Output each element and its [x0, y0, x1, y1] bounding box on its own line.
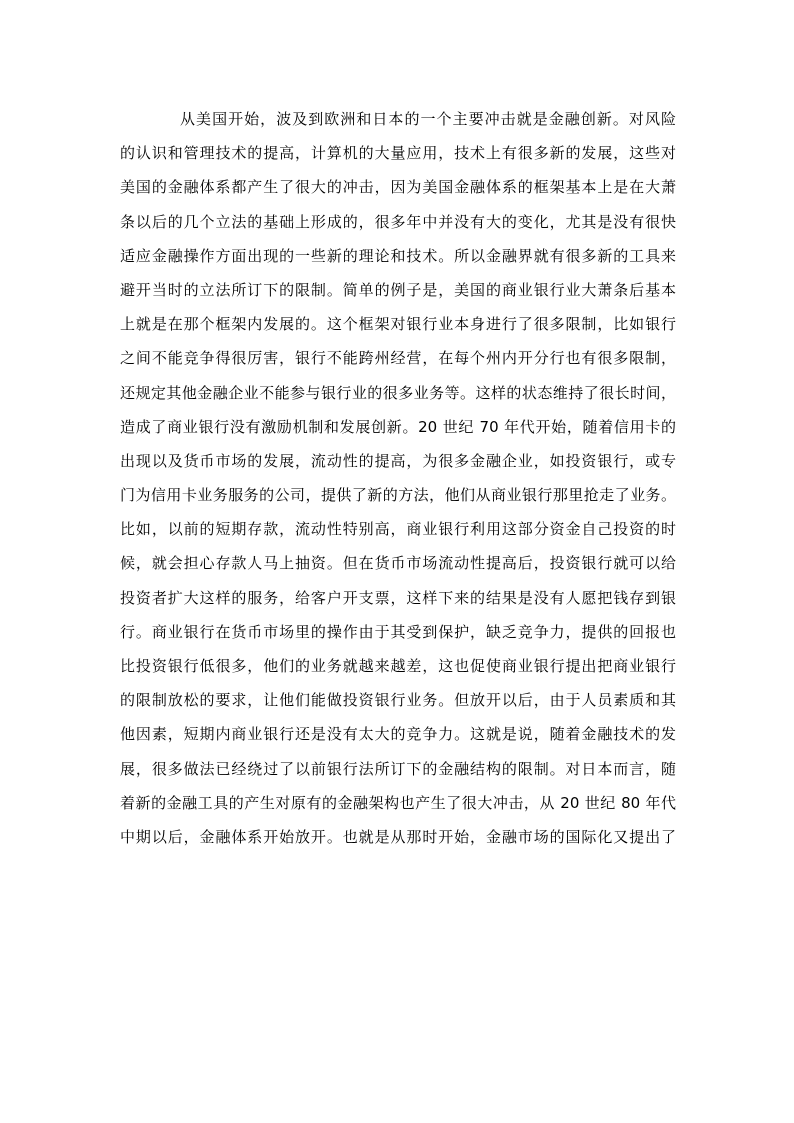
paragraph-line: 条以后的几个立法的基础上形成的，很多年中并没有大的变化，尤其是没有很快: [120, 212, 676, 231]
paragraph-line: 门为信用卡业务服务的公司，提供了新的方法，他们从商业银行那里抢走了业务。: [120, 486, 676, 505]
paragraph-line: 避开当时的立法所订下的限制。简单的例子是，美国的商业银行业大萧条后基本: [120, 280, 676, 299]
paragraph-line: 中期以后，金融体系开始放开。也就是从那时开始，金融市场的国际化又提出了: [120, 827, 676, 846]
paragraph-line: 比如，以前的短期存款，流动性特别高，商业银行利用这部分资金自己投资的时: [120, 520, 676, 539]
paragraph-line: 还规定其他金融企业不能参与银行业的很多业务等。这样的状态维持了很长时间，: [120, 383, 676, 402]
paragraph-line: 适应金融操作方面出现的一些新的理论和技术。所以金融界就有很多新的工具来: [120, 246, 676, 265]
paragraph-line: 候，就会担心存款人马上抽资。但在货币市场流动性提高后，投资银行就可以给: [120, 554, 676, 573]
paragraph-line: 的认识和管理技术的提高，计算机的大量应用，技术上有很多新的发展，这些对: [120, 144, 676, 163]
paragraph-line: 从美国开始，波及到欧洲和日本的一个主要冲击就是金融创新。对风险: [180, 110, 676, 128]
paragraph-line: 展，很多做法已经绕过了以前银行法所订下的金融结构的限制。对日本而言，随: [120, 759, 676, 778]
paragraph-line: 投资者扩大这样的服务，给客户开支票，这样下来的结果是没有人愿把钱存到银: [120, 588, 676, 607]
paragraph-line: 美国的金融体系都产生了很大的冲击，因为美国金融体系的框架基本上是在大萧: [120, 178, 676, 197]
paragraph-line: 上就是在那个框架内发展的。这个框架对银行业本身进行了很多限制，比如银行: [120, 315, 676, 334]
body-paragraph: [120, 102, 676, 854]
paragraph-line: 造成了商业银行没有激励机制和发展创新。20 世纪 70 年代开始，随着信用卡的: [120, 417, 676, 436]
paragraph-line: 比投资银行低很多，他们的业务就越来越差，这也促使商业银行提出把商业银行: [120, 657, 676, 675]
paragraph-line: 的限制放松的要求，让他们能做投资银行业务。但放开以后，由于人员素质和其: [120, 691, 676, 710]
paragraph-line: 行。商业银行在货币市场里的操作由于其受到保护，缺乏竞争力，提供的回报也: [120, 622, 676, 641]
paragraph-line: 着新的金融工具的产生对原有的金融架构也产生了很大冲击，从 20 世纪 80 年代: [120, 793, 676, 812]
paragraph-line: 出现以及货币市场的发展，流动性的提高，为很多金融企业，如投资银行，或专: [120, 451, 676, 470]
paragraph-line: 他因素，短期内商业银行还是没有太大的竞争力。这就是说，随着金融技术的发: [120, 725, 676, 744]
paragraph-line: 之间不能竞争得很厉害，银行不能跨州经营，在每个州内开分行也有很多限制，: [120, 349, 676, 368]
